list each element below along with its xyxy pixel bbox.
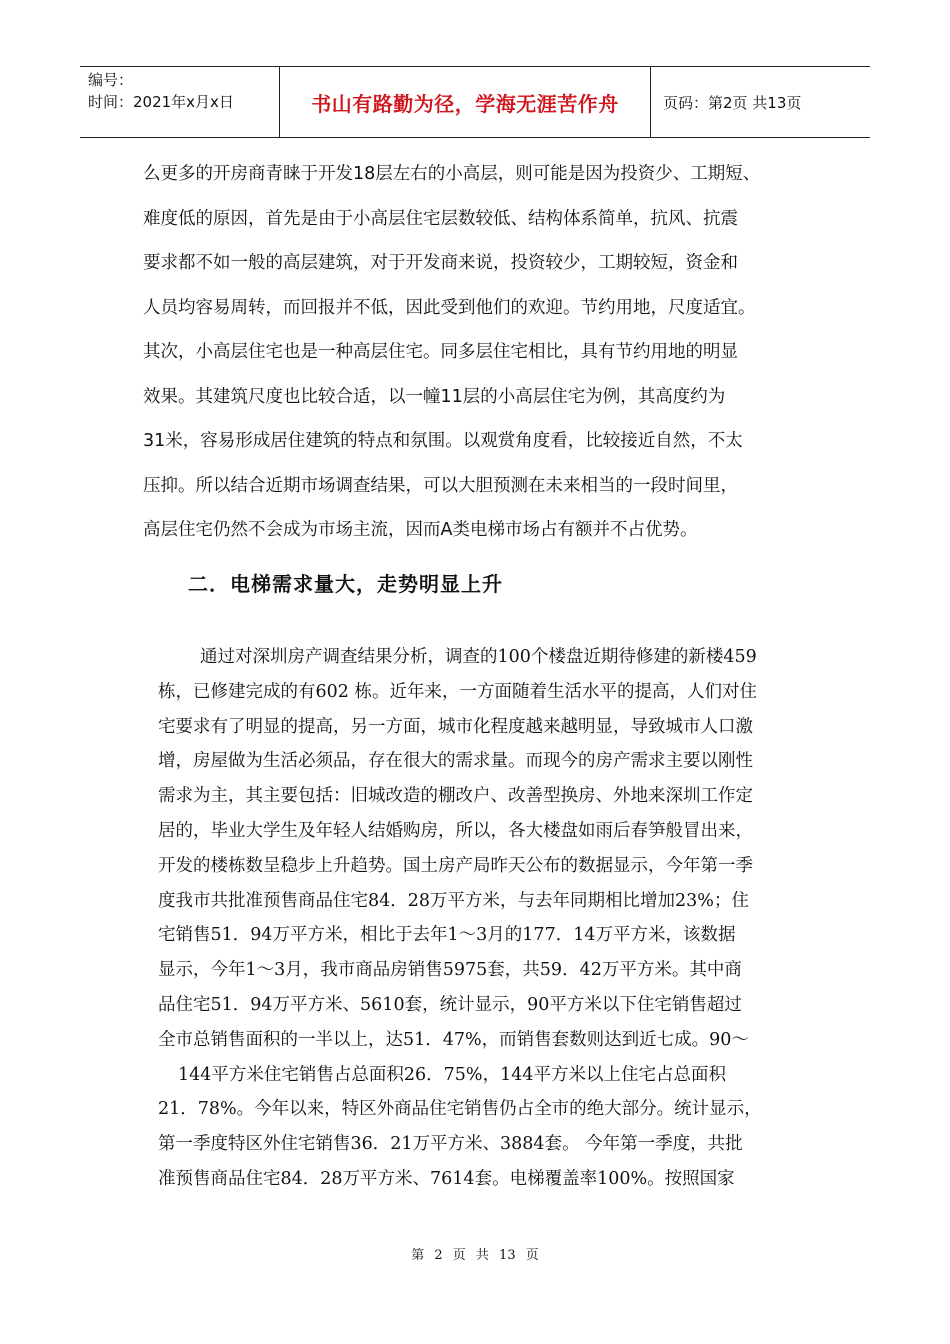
text-line: 准预售商品住宅84．28万平方米、7614套。电梯覆盖率100%。按照国家 [158, 1168, 735, 1189]
text-line: 高层住宅仍然不会成为市场主流，因而A类电梯市场占有额并不占优势。 [143, 520, 698, 540]
page-header [80, 66, 870, 138]
text-line: 144平方米住宅销售占总面积26．75%，144平方米以上住宅占总面积 [178, 1064, 726, 1085]
time-label: 时间：2021年x月x日 [88, 93, 234, 111]
text-line: 需求为主，其主要包括：旧城改造的棚改户、改善型换房、外地来深圳工作定 [158, 786, 753, 807]
text-line: 21．78%。今年以来，特区外商品住宅销售仍占全市的绝大部分。统计显示， [158, 1099, 762, 1120]
text-line: 压抑。所以结合近期市场调查结果，可以大胆预测在未来相当的一段时间里， [143, 475, 738, 496]
text-line: 栋，已修建完成的有602 栋。近年来，一方面随着生活水平的提高，人们对住 [158, 681, 757, 702]
text-line: 要求都不如一般的高层建筑，对于开发商来说，投资较少，工期较短，资金和 [143, 253, 738, 273]
text-line: 第一季度特区外住宅销售36．21万平方米、3884套。 今年第一季度，共批 [158, 1134, 743, 1155]
body-section-a [143, 152, 833, 553]
text-line: 么更多的开房商青睐于开发18层左右的小高层，则可能是因为投资少、工期短、 [143, 164, 761, 184]
text-line: 其次，小高层住宅也是一种高层住宅。同多层住宅相比，具有节约用地的明显 [143, 342, 738, 362]
page-footer: 第 2 页 共 13 页 [411, 1248, 539, 1263]
text-line: 人员均容易周转，而回报并不低，因此受到他们的欢迎。节约用地，尺度适宜。 [143, 297, 756, 318]
text-line: 增，房屋做为生活必须品，存在很大的需求量。而现今的房产需求主要以刚性 [158, 751, 753, 772]
text-line: 通过对深圳房产调查结果分析，调查的100个楼盘近期待修建的新楼459 [200, 647, 757, 667]
text-line: 居的，毕业大学生及年轻人结婚购房，所以，各大楼盘如雨后春笋般冒出来， [158, 820, 753, 841]
text-line: 全市总销售面积的一半以上，达51．47%，而销售套数则达到近七成。90～ [158, 1029, 749, 1050]
header-slogan: 书山有路勤为径，学海无涯苦作舟 [280, 67, 651, 137]
text-line: 宅要求有了明显的提高，另一方面，城市化程度越来越明显，导致城市人口激 [158, 716, 753, 737]
text-line: 难度低的原因，首先是由于小高层住宅层数较低、结构体系简单，抗风、抗震 [143, 208, 738, 229]
text-line: 宅销售51．94万平方米，相比于去年1～3月的177．14万平方米，该数据 [158, 925, 736, 946]
text-line: 度我市共批准预售商品住宅84．28万平方米，与去年同期相比增加23%；住 [158, 890, 749, 911]
body-section-b [142, 640, 822, 1197]
section-heading: 二．电梯需求量大，走势明显上升 [188, 572, 503, 596]
text-line: 31米，容易形成居住建筑的特点和氛围。以观赏角度看，比较接近自然，不太 [143, 431, 743, 451]
number-label: 编号： [88, 71, 134, 89]
header-page-number: 页码：第2页 共13页 [663, 93, 802, 112]
text-line: 效果。其建筑尺度也比较合适，以一幢11层的小高层住宅为例，其高度约为 [143, 386, 726, 407]
header-info-cell [80, 67, 280, 137]
text-line: 品住宅51．94万平方米、5610套，统计显示，90平方米以下住宅销售超过 [158, 994, 742, 1015]
text-line: 开发的楼栋数呈稳步上升趋势。国土房产局昨天公布的数据显示，今年第一季 [158, 855, 753, 876]
text-line: 显示，今年1～3月，我市商品房销售5975套，共59．42万平方米。其中商 [158, 960, 742, 981]
